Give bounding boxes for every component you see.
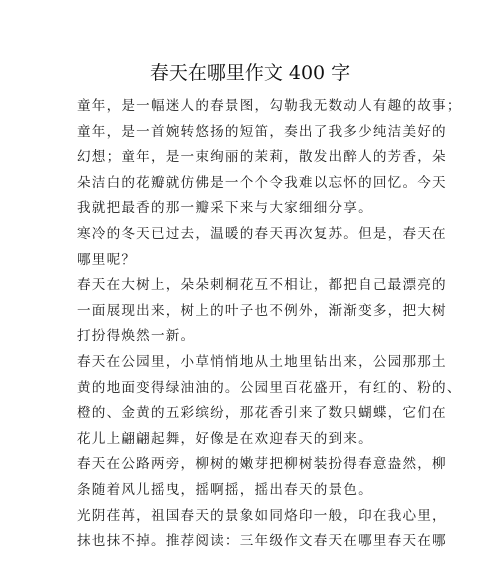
paragraph-closing [77,504,447,555]
text-line: 春天在公园里，小草悄悄地从土地里钻出来，公园那那土 [77,353,447,370]
paragraph-intro [77,94,462,222]
text-line: 春天在公路两旁，柳树的嫩芽把柳树装扮得春意盎然，柳 [77,456,447,473]
text-line: 一面展现出来，树上的叶子也不例外，渐渐变多，把大树 [77,302,447,319]
page-title: 春天在哪里作文 400 字 [149,62,351,84]
text-line: 抹也抹不掉。推荐阅读：三年级作文春天在哪里春天在哪 [77,533,447,550]
text-line: 橙的、金黄的五彩缤纷，那花香引来了数只蝴蝶，它们在 [77,405,447,422]
text-line: 童年，是一幅迷人的春景图，勾勒我无数动人有趣的故事； [77,98,462,114]
text-line: 哪里呢？ [77,251,137,268]
paragraph-park [77,350,462,452]
text-line: 寒冷的冬天已过去，温暖的春天再次复苏。但是，春天在 [77,225,447,242]
text-line: 打扮得焕然一新。 [77,328,196,345]
text-line: 我就把最香的那一瓣采下来与大家细细分享。 [77,200,373,217]
text-line: 条随着风儿摇曳，摇啊摇，摇出春天的景色。 [77,481,373,498]
paragraph-trees [77,273,447,350]
text-line: 黄的地面变得绿油油的。公园里百花盛开，有红的、粉的、 [77,379,462,396]
paragraph-road [77,452,447,503]
paragraph-question [77,222,447,273]
text-line: 光阴荏苒，祖国春天的景象如同烙印一般，印在我心里， [77,507,447,524]
text-line: 幻想；童年，是一束绚丽的茉莉，散发出醉人的芳香，朵 [77,149,447,166]
text-line: 朵洁白的花瓣就仿佛是一个个令我难以忘怀的回忆。今天 [77,174,447,191]
document-body [77,94,462,555]
text-line: 春天在大树上，朵朵刺桐花互不相让，都把自己最漂亮的 [77,277,447,294]
text-line: 花儿上翩翩起舞，好像是在欢迎春天的到来。 [77,430,373,447]
text-line: 童年，是一首婉转悠扬的短笛，奏出了我多少纯洁美好的 [77,123,447,140]
